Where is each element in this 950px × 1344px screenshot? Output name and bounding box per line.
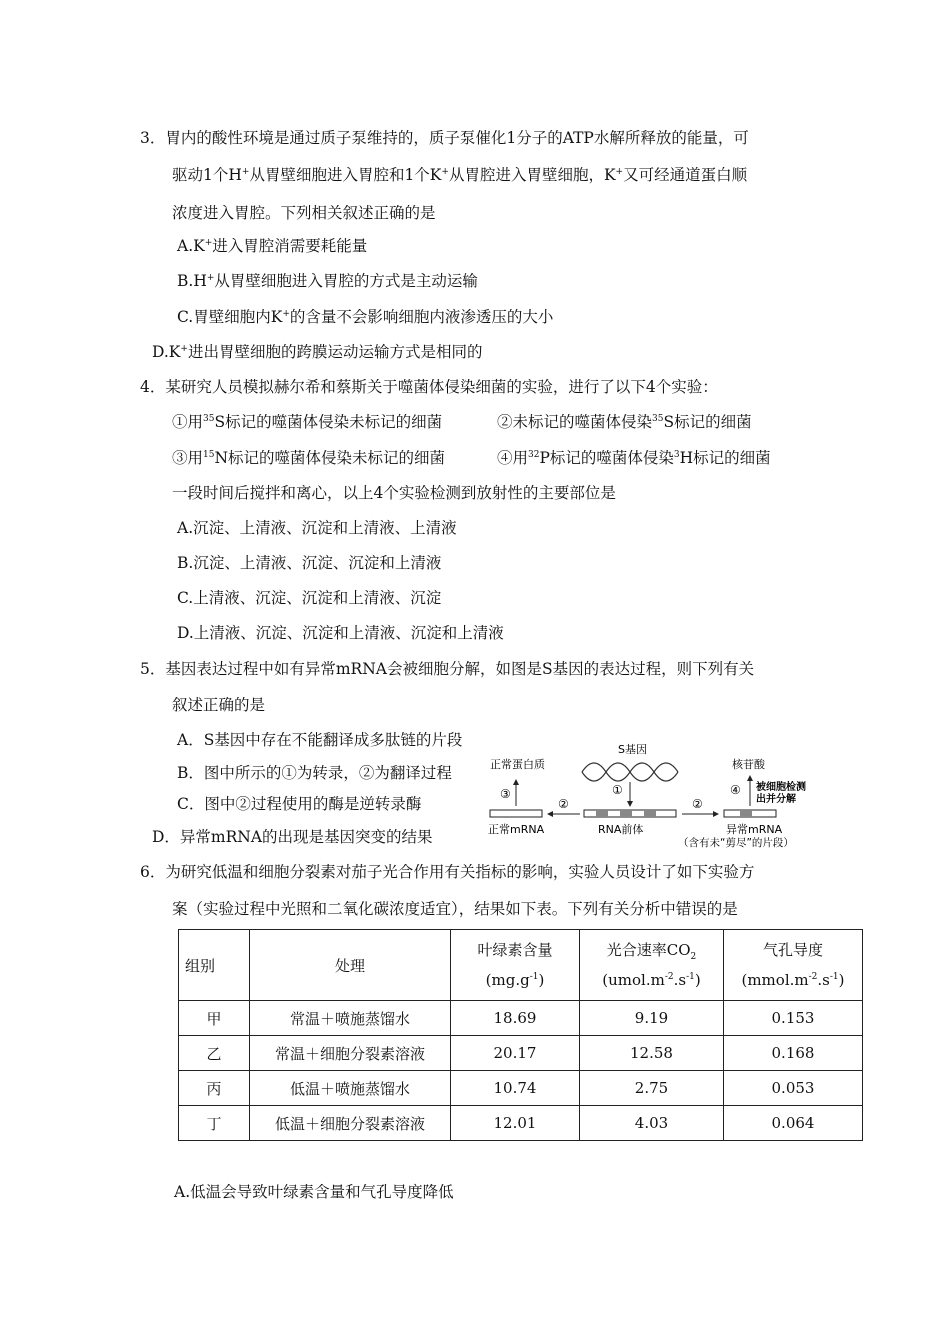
q4-option-a-text: A.沉淀、上清液、沉淀和上清液、上清液 <box>177 519 457 537</box>
cell-stoma: 0.064 <box>724 1106 863 1141</box>
q6-option-a-text: A.低温会导致叶绿素含量和气孔导度降低 <box>174 1183 454 1201</box>
q4-stem <box>140 377 718 397</box>
cell-photosynthesis: 9.19 <box>580 1001 724 1036</box>
cell-treatment: 常温＋细胞分裂素溶液 <box>250 1036 451 1071</box>
cell-treatment: 常温＋喷施蒸馏水 <box>250 1001 451 1036</box>
nucleotide-label: 核苷酸 <box>732 758 765 771</box>
cell-photosynthesis: 12.58 <box>580 1036 724 1071</box>
header-treatment-text: 处理 <box>334 956 365 975</box>
header-photosynthesis <box>580 930 724 1001</box>
unit-sup: -1 <box>829 972 839 982</box>
unit-sup: -2 <box>664 972 674 982</box>
unit-part: ) <box>538 971 545 989</box>
q6-option-a <box>174 1182 454 1202</box>
q4-e1-prefix: ①用 <box>172 413 204 431</box>
step-2-label-left: ② <box>558 797 569 811</box>
q4-e4-text: P标记的噬菌体侵染 <box>539 449 674 467</box>
h-plus-sup: + <box>241 166 250 177</box>
q3-stem-line-3 <box>172 203 436 223</box>
rna-precursor-bar <box>584 810 676 817</box>
q4-tail <box>172 483 616 503</box>
q5-option-b <box>177 763 452 783</box>
table-row <box>179 1036 863 1071</box>
unit-part: (mmol.m <box>741 971 809 989</box>
q3-option-a <box>177 236 367 256</box>
q3-option-d <box>152 342 482 362</box>
q4-e2-prefix: ②未标记的噬菌体侵染 <box>497 413 653 431</box>
unit-sup: -1 <box>686 972 695 982</box>
q4-e3-text: N标记的噬菌体侵染未标记的细菌 <box>214 449 446 467</box>
header-treatment <box>250 930 451 1001</box>
q4-experiment-1 <box>172 412 442 432</box>
header-stoma-unit <box>724 965 862 995</box>
q4-option-d-text: D.上清液、沉淀、沉淀和上清液、沉淀和上清液 <box>177 624 504 642</box>
q3-stem-text-2a: 驱动1个H <box>172 166 242 184</box>
k-plus-sup: + <box>180 343 188 354</box>
q5-option-c <box>177 794 421 814</box>
q5-option-a-text: A．S基因中存在不能翻译成多肽链的片段 <box>177 731 463 749</box>
cell-photosynthesis: 2.75 <box>580 1071 724 1106</box>
q4-e2-isotope: 35 <box>652 413 664 424</box>
q4-tail-text: 一段时间后搅拌和离心，以上4个实验检测到放射性的主要部位是 <box>172 484 616 502</box>
q3-option-b-label: B.H <box>177 272 207 290</box>
q4-e4-text-2: H标记的细菌 <box>679 449 771 467</box>
q5-option-b-text: B．图中所示的①为转录，②为翻译过程 <box>177 764 452 782</box>
unit-part: .s <box>817 971 830 989</box>
q4-option-c <box>177 588 441 608</box>
q5-option-c-text: C．图中②过程使用的酶是逆转录酶 <box>177 795 422 813</box>
unit-sup: -2 <box>808 972 818 982</box>
detect-label-2: 出并分解 <box>756 794 796 805</box>
q6-stem-text-1: 6．为研究低温和细胞分裂素对茄子光合作用有关指标的影响，实验人员设计了如下实验方 <box>140 863 755 881</box>
step-1-label: ① <box>612 783 623 797</box>
header-photosynthesis-text <box>580 935 723 965</box>
cell-treatment: 低温＋喷施蒸馏水 <box>250 1071 451 1106</box>
cell-group: 丁 <box>179 1106 250 1141</box>
q3-stem-text-1: 3．胃内的酸性环境是通过质子泵维持的，质子泵催化1分子的ATP水解所释放的能量，可 <box>140 129 749 147</box>
step-2-label-right: ② <box>692 797 703 811</box>
cell-chlorophyll: 18.69 <box>451 1001 580 1036</box>
unit-sup: -1 <box>529 972 539 982</box>
q4-option-d <box>177 623 504 643</box>
unit-part: (umol.m <box>602 971 665 989</box>
k-plus-sup: + <box>615 166 624 177</box>
header-chlorophyll-text: 叶绿素含量 <box>477 941 553 959</box>
cell-chlorophyll: 12.01 <box>451 1106 580 1141</box>
step-4-label: ④ <box>730 783 741 797</box>
header-photosynthesis-unit <box>580 965 723 995</box>
normal-mrna-label: 正常mRNA <box>488 823 545 836</box>
q5-stem-line-2 <box>172 695 265 715</box>
unit-part: .s <box>673 971 687 989</box>
q4-e3-isotope: 15 <box>203 449 215 460</box>
q3-option-a-label: A.K <box>177 237 205 255</box>
table-header-row <box>179 930 863 1001</box>
header-part: 光合速率CO <box>606 941 691 959</box>
q3-stem-text-3: 浓度进入胃腔。下列相关叙述正确的是 <box>172 204 436 222</box>
q5-stem-text-2: 叙述正确的是 <box>172 696 266 714</box>
cell-stoma: 0.168 <box>724 1036 863 1071</box>
cell-chlorophyll: 10.74 <box>451 1071 580 1106</box>
q3-stem-text-2d: 又可经通道蛋白顺 <box>623 166 748 184</box>
q5-option-d-text: D．异常mRNA的出现是基因突变的结果 <box>152 828 433 846</box>
k-plus-sup: + <box>204 237 213 248</box>
header-chlorophyll-unit <box>451 965 579 995</box>
abnormal-mrna-bar <box>724 810 776 817</box>
detect-label-1: 被细胞检测 <box>756 782 806 793</box>
q4-option-b <box>177 553 441 573</box>
abnormal-mrna-note: （含有未“剪尽”的片段） <box>678 837 794 849</box>
q4-e2-text: S标记的细菌 <box>663 413 752 431</box>
table-row <box>179 1071 863 1106</box>
s-gene-label: S基因 <box>618 743 647 756</box>
q5-option-d <box>152 827 433 847</box>
q4-stem-text: 4．某研究人员模拟赫尔希和蔡斯关于噬菌体侵染细菌的实验，进行了以下4个实验： <box>140 378 718 396</box>
q3-stem-text-2b: 从胃壁细胞进入胃腔和1个K <box>249 166 442 184</box>
q6-stem-line-2 <box>172 899 738 919</box>
q3-option-b <box>177 271 478 291</box>
cell-group: 丙 <box>179 1071 250 1106</box>
q3-option-c-label: C.胃壁细胞内K <box>177 308 283 326</box>
q3-option-d-text: 进出胃壁细胞的跨膜运动运输方式是相同的 <box>187 343 483 361</box>
rna-precursor-label: RNA前体 <box>598 823 644 836</box>
cell-treatment: 低温＋细胞分裂素溶液 <box>250 1106 451 1141</box>
k-plus-sup: + <box>441 166 449 177</box>
q4-e4-isotope-2: 3 <box>673 449 680 460</box>
co2-subscript: 2 <box>690 952 697 962</box>
q4-option-b-text: B.沉淀、上清液、沉淀、沉淀和上清液 <box>177 554 442 572</box>
q4-e3-prefix: ③用 <box>172 449 204 467</box>
q6-stem-text-2: 案（实验过程中光照和二氧化碳浓度适宜），结果如下表。下列有关分析中错误的是 <box>172 900 738 918</box>
header-stomatal-conductance <box>724 930 863 1001</box>
header-group-text: 组别 <box>185 956 216 975</box>
cell-stoma: 0.053 <box>724 1071 863 1106</box>
step-3-label: ③ <box>500 787 511 801</box>
q4-experiment-4 <box>497 448 771 468</box>
q5-stem-text-1: 5．基因表达过程中如有异常mRNA会被细胞分解，如图是S基因的表达过程，则下列有关 <box>140 660 755 678</box>
cell-chlorophyll: 20.17 <box>451 1036 580 1071</box>
cell-group: 乙 <box>179 1036 250 1071</box>
gene-expression-diagram <box>484 742 820 852</box>
q4-e4-isotope: 32 <box>528 449 540 460</box>
cell-stoma: 0.153 <box>724 1001 863 1036</box>
dna-strand-2 <box>582 763 678 781</box>
q3-stem-line-1 <box>140 128 749 148</box>
normal-mrna-bar <box>490 810 542 817</box>
q5-stem-line-1 <box>140 659 754 679</box>
q4-e4-prefix: ④用 <box>497 449 529 467</box>
normal-protein-label: 正常蛋白质 <box>490 758 545 771</box>
table-row <box>179 1106 863 1141</box>
abnormal-mrna-label: 异常mRNA <box>726 823 783 836</box>
header-group <box>179 930 250 1001</box>
q4-option-a <box>177 518 457 538</box>
q3-option-d-label: D.K <box>152 343 181 361</box>
h-plus-sup: + <box>206 272 215 283</box>
cell-photosynthesis: 4.03 <box>580 1106 724 1141</box>
results-table <box>178 929 863 1141</box>
q4-e1-isotope: 35 <box>203 413 215 424</box>
table-row <box>179 1001 863 1036</box>
q3-stem-line-2 <box>172 165 747 185</box>
q4-experiment-3 <box>172 448 445 468</box>
q4-experiment-2 <box>497 412 752 432</box>
unit-part: ) <box>838 971 845 989</box>
q3-option-a-text: 进入胃腔消需要耗能量 <box>212 237 368 255</box>
q3-option-b-text: 从胃壁细胞进入胃腔的方式是主动运输 <box>214 272 478 290</box>
q5-option-a <box>177 730 462 750</box>
q3-option-c <box>177 307 553 327</box>
unit-part: ) <box>694 971 701 989</box>
header-stoma-text: 气孔导度 <box>762 941 823 959</box>
header-chlorophyll <box>451 930 580 1001</box>
q4-e1-text: S标记的噬菌体侵染未标记的细菌 <box>214 413 443 431</box>
q4-option-c-text: C.上清液、沉淀、沉淀和上清液、沉淀 <box>177 589 442 607</box>
q3-stem-text-2c: 从胃腔进入胃壁细胞，K <box>448 166 616 184</box>
q3-option-c-text: 的含量不会影响细胞内液渗透压的大小 <box>289 308 554 326</box>
cell-group: 甲 <box>179 1001 250 1036</box>
unit-part: (mg.g <box>485 971 530 989</box>
q6-stem-line-1 <box>140 862 754 882</box>
k-plus-sup: + <box>282 308 290 319</box>
